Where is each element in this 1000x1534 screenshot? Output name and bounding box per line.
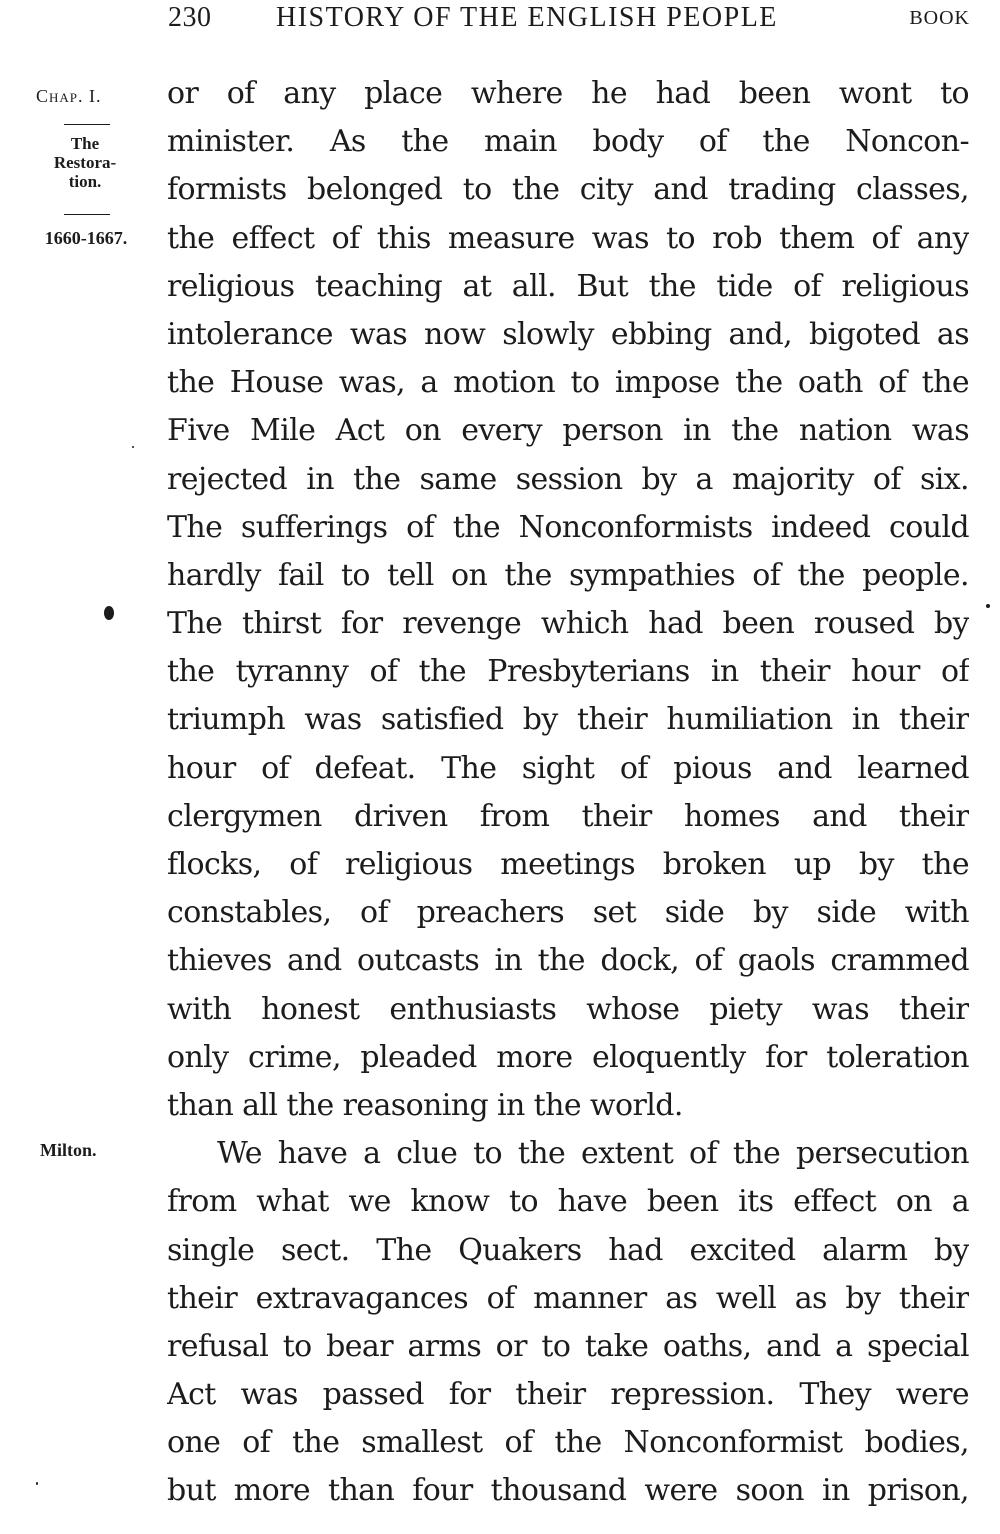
ink-blot <box>104 606 114 620</box>
text-line: from what we know to have been its effect on a <box>167 1184 969 1220</box>
running-header <box>168 2 970 36</box>
text-line: hardly fail to tell on the sympathies of the people. <box>167 557 969 593</box>
text-line: thieves and outcasts in the dock, of gaols crammed <box>167 943 969 979</box>
text-line: rejected in the same session by a majority of six. <box>167 461 969 497</box>
ink-speck <box>36 1482 38 1485</box>
text-line: religious teaching at all. But the tide of religious <box>167 268 969 304</box>
text-line: constables, of preachers set side by side with <box>167 895 969 931</box>
text-line: only crime, pleaded more eloquently for toleration <box>167 1039 969 1075</box>
topic-sidenote-line: Restora- <box>53 153 117 172</box>
text-line: or of any place where he had been wont to <box>167 76 969 111</box>
text-line: than all the reasoning in the world. <box>167 1087 683 1123</box>
text-line: the effect of this measure was to rob them of any <box>167 220 969 256</box>
text-line: with honest enthusiasts whose piety was their <box>167 991 969 1027</box>
text-line: The thirst for revenge which had been roused by <box>167 606 969 642</box>
text-line: one of the smallest of the Nonconformist bodies, <box>167 1425 969 1461</box>
milton-sidenote: Milton. <box>40 1140 97 1160</box>
text-line: single sect. The Quakers had excited alarm by <box>167 1232 969 1268</box>
text-line: the House was, a motion to impose the oath of the <box>167 365 969 401</box>
text-line: refusal to bear arms or to take oaths, and a special <box>167 1328 969 1364</box>
page-number: 230 <box>168 2 212 33</box>
sidenote-rule-bottom <box>64 214 110 215</box>
topic-sidenote-line: The <box>70 134 100 153</box>
text-line: flocks, of religious meetings broken up by the <box>167 847 969 882</box>
ink-speck <box>986 604 990 608</box>
text-line: We have a clue to the extent of the persecution <box>217 1136 969 1172</box>
book-label: BOOK <box>909 7 970 29</box>
body-text <box>167 70 969 1516</box>
text-line: triumph was satisfied by their humiliation in their <box>167 702 969 738</box>
text-line: Five Mile Act on every person in the nation was <box>167 413 969 449</box>
text-line: formists belonged to the city and trading classes, <box>167 172 969 208</box>
text-line: minister. As the main body of the Noncon- <box>167 124 969 160</box>
chapter-sidenote: Chap. I. <box>36 86 102 106</box>
sidenote-rule-top <box>64 124 110 125</box>
topic-sidenote <box>30 134 140 191</box>
text-line: Act was passed for their repression. They were <box>167 1377 969 1413</box>
text-line: but more than four thousand were soon in prison, <box>167 1473 969 1509</box>
text-line: hour of defeat. The sight of pious and learned <box>167 750 969 786</box>
running-title: HISTORY OF THE ENGLISH PEOPLE <box>276 2 778 33</box>
text-line: The sufferings of the Nonconformists indeed could <box>167 509 969 545</box>
topic-sidenote-line: tion. <box>68 172 102 191</box>
text-line: the tyranny of the Presbyterians in their hour of <box>167 654 969 690</box>
text-line: intolerance was now slowly ebbing and, bigoted as <box>167 316 969 352</box>
text-line: their extravagances of manner as well as by their <box>167 1280 969 1316</box>
text-line: clergymen driven from their homes and their <box>167 798 969 834</box>
ink-speck <box>132 446 134 448</box>
dates-sidenote: 1660-1667. <box>44 228 128 248</box>
